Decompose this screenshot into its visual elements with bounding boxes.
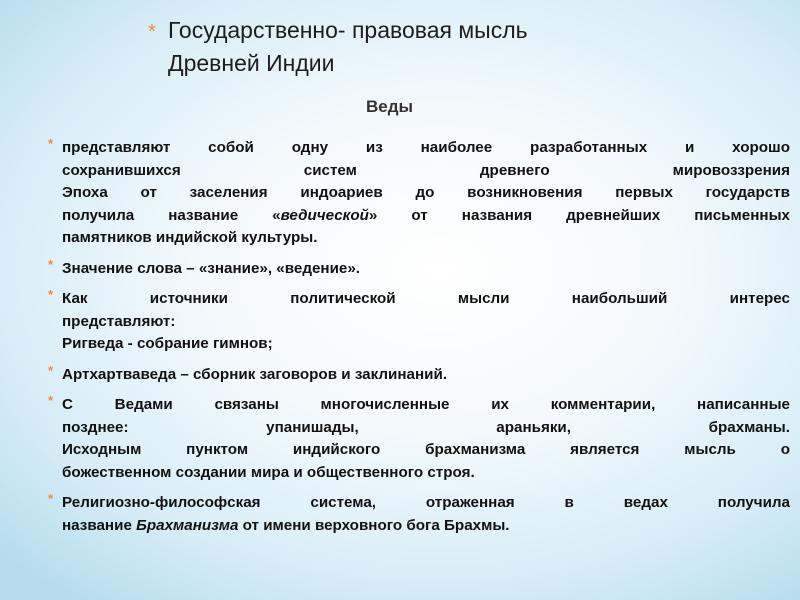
slide-title: [148, 14, 768, 80]
bullet-icon: *: [48, 393, 54, 408]
bullet-item: [48, 491, 790, 537]
bullet-text-line: представляют:: [62, 312, 176, 330]
bullet-text-line: Эпоха от заселения индоариев до возникновения первых государств: [62, 184, 790, 201]
bullet-text-line: Как источники политической мысли наибольший интерес: [62, 290, 790, 307]
slide-subtitle: Веды: [366, 97, 414, 116]
bullet-text-line: [62, 205, 790, 228]
bullet-text-line: представляют собой одну из наиболее разработанных и хорошо: [62, 139, 790, 156]
bullet-text-line: памятников индийской культуры.: [62, 229, 318, 246]
bullet-icon: *: [48, 136, 54, 151]
bullet-text-line: Артхартваведа – сборник заговоров и заклинаний.: [62, 365, 448, 383]
bullet-text-line: Значение слова – «знание», «ведение».: [62, 259, 361, 277]
bullet-text-line: С Ведами связаны многочисленные их комментарии, написанные: [62, 396, 790, 413]
bullet-text-line: позднее: упанишады, араньяки, брахманы.: [62, 418, 790, 436]
emphasized-term: Брахманизма: [136, 516, 239, 534]
emphasized-term: ведической: [280, 206, 369, 224]
bullet-text-line: Исходным пунктом индийского брахманизма является мысль о: [62, 441, 790, 458]
title-line: Государственно- правовая мысль: [168, 17, 528, 43]
bullet-text-line: [62, 515, 790, 538]
bullet-icon: *: [48, 491, 54, 506]
text-fragment: получила название «: [62, 206, 281, 224]
title-line: Древней Индии: [168, 50, 335, 76]
text-fragment: » от названия древнейших письменных: [368, 206, 790, 224]
bullet-text-line: Религиозно-философская система, отраженная в ведах получила: [62, 494, 790, 511]
text-fragment: от имени верховного бога Брахмы.: [238, 516, 510, 534]
bullet-item: [48, 287, 790, 356]
bullet-icon: *: [48, 287, 54, 302]
title-bullet-icon: *: [148, 21, 156, 43]
bullet-item: [48, 393, 790, 484]
bullet-text-line: сохранившихся систем древнего мировоззрения: [62, 161, 790, 179]
bullet-item: [48, 136, 790, 250]
bullet-list: [48, 136, 790, 545]
text-fragment: название: [62, 516, 137, 534]
bullet-item: [48, 256, 790, 281]
bullet-icon: *: [48, 362, 54, 378]
bullet-icon: *: [48, 256, 54, 272]
bullet-text-line: божественном создании мира и общественного строя.: [62, 463, 475, 481]
bullet-text-line: Ригведа - собрание гимнов;: [62, 335, 273, 352]
bullet-item: [48, 362, 790, 387]
